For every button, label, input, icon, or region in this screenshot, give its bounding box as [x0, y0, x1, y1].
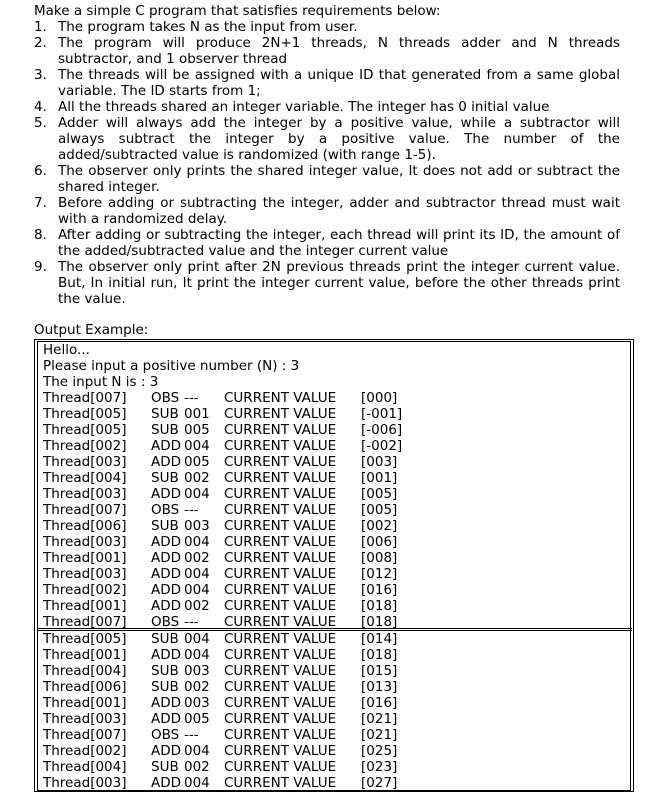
thread-name: Thread[005]	[43, 406, 127, 422]
thread-cur: CURRENT VALUE	[224, 598, 337, 614]
thread-cur: CURRENT VALUE	[224, 438, 337, 454]
thread-op: ADD	[151, 647, 182, 663]
requirement-number: 2.	[34, 35, 47, 51]
requirement-number: 5.	[34, 115, 47, 131]
thread-op: SUB	[151, 631, 179, 647]
thread-amt: ---	[184, 727, 199, 743]
requirement-number: 3.	[34, 67, 47, 83]
thread-val: [013]	[361, 679, 398, 695]
thread-amt: 001	[184, 406, 210, 422]
requirement-item	[34, 35, 620, 67]
thread-name: Thread[004]	[43, 470, 127, 486]
prompt-line: Hello...	[43, 342, 90, 358]
requirement-item	[34, 227, 620, 259]
thread-cur: CURRENT VALUE	[224, 711, 337, 727]
requirement-text: The observer only prints the shared integer value, It does not add or subtract the shared integer.	[58, 163, 620, 195]
thread-name: Thread[007]	[43, 614, 127, 630]
thread-amt: 004	[184, 631, 210, 647]
thread-amt: 002	[184, 759, 210, 775]
thread-op: ADD	[151, 486, 182, 502]
thread-cur: CURRENT VALUE	[224, 486, 337, 502]
thread-name: Thread[007]	[43, 390, 127, 406]
thread-amt: 003	[184, 518, 210, 534]
thread-op: ADD	[151, 711, 182, 727]
thread-name: Thread[003]	[43, 775, 127, 791]
intro-text: Make a simple C program that satisfies requirements below:	[34, 3, 441, 19]
thread-val: [002]	[361, 518, 398, 534]
requirement-item	[34, 19, 620, 35]
requirement-number: 8.	[34, 227, 47, 243]
thread-cur: CURRENT VALUE	[224, 518, 337, 534]
thread-cur: CURRENT VALUE	[224, 502, 337, 518]
thread-name: Thread[005]	[43, 422, 127, 438]
thread-name: Thread[007]	[43, 502, 127, 518]
thread-op: OBS	[151, 614, 180, 630]
thread-amt: 005	[184, 454, 210, 470]
thread-name: Thread[003]	[43, 566, 127, 582]
thread-amt: ---	[184, 502, 199, 518]
thread-val: [018]	[361, 647, 398, 663]
thread-op: SUB	[151, 518, 179, 534]
thread-name: Thread[002]	[43, 743, 127, 759]
thread-cur: CURRENT VALUE	[224, 582, 337, 598]
thread-cur: CURRENT VALUE	[224, 775, 337, 791]
thread-cur: CURRENT VALUE	[224, 454, 337, 470]
thread-cur: CURRENT VALUE	[224, 759, 337, 775]
requirement-text: Adder will always add the integer by a positive value, while a subtractor will always subtract the integer by a positive value. The number of the added/subtracted value is randomized (with range 1-5).	[58, 115, 620, 163]
requirement-item	[34, 195, 620, 227]
output-box	[34, 339, 634, 792]
thread-cur: CURRENT VALUE	[224, 390, 337, 406]
requirement-item	[34, 163, 620, 195]
thread-val: [027]	[361, 775, 398, 791]
thread-name: Thread[002]	[43, 438, 127, 454]
thread-op: OBS	[151, 502, 180, 518]
thread-val: [025]	[361, 743, 398, 759]
thread-amt: 004	[184, 647, 210, 663]
thread-cur: CURRENT VALUE	[224, 695, 337, 711]
thread-val: [014]	[361, 631, 398, 647]
thread-amt: 005	[184, 422, 210, 438]
requirement-text: All the threads shared an integer variable. The integer has 0 initial value	[58, 99, 550, 115]
thread-cur: CURRENT VALUE	[224, 550, 337, 566]
thread-op: ADD	[151, 743, 182, 759]
thread-val: [-002]	[361, 438, 403, 454]
thread-cur: CURRENT VALUE	[224, 663, 337, 679]
thread-val: [006]	[361, 534, 398, 550]
requirement-number: 4.	[34, 99, 47, 115]
thread-amt: 002	[184, 550, 210, 566]
thread-val: [005]	[361, 502, 398, 518]
requirement-text: The observer only print after 2N previous threads print the integer current value. But, In initial run, It print the integer current value, before the other threads print the value.	[58, 259, 620, 307]
thread-amt: 004	[184, 582, 210, 598]
requirement-item	[34, 115, 620, 163]
thread-name: Thread[006]	[43, 518, 127, 534]
thread-val: [015]	[361, 663, 398, 679]
thread-cur: CURRENT VALUE	[224, 566, 337, 582]
thread-val: [-006]	[361, 422, 403, 438]
requirements-list	[34, 19, 620, 307]
requirement-text: The program will produce 2N+1 threads, N threads adder and N threads subtractor, and 1 observer thread	[58, 35, 620, 67]
thread-val: [018]	[361, 598, 398, 614]
thread-amt: 004	[184, 743, 210, 759]
thread-amt: 004	[184, 486, 210, 502]
thread-op: ADD	[151, 582, 182, 598]
thread-op: SUB	[151, 759, 179, 775]
thread-val: [005]	[361, 486, 398, 502]
thread-name: Thread[003]	[43, 534, 127, 550]
thread-op: SUB	[151, 663, 179, 679]
prompt-line: The input N is : 3	[43, 374, 159, 390]
thread-amt: 004	[184, 775, 210, 791]
thread-op: SUB	[151, 406, 179, 422]
thread-val: [016]	[361, 695, 398, 711]
thread-name: Thread[006]	[43, 679, 127, 695]
thread-op: ADD	[151, 454, 182, 470]
prompt-line: Please input a positive number (N) : 3	[43, 358, 300, 374]
thread-op: SUB	[151, 470, 179, 486]
thread-op: ADD	[151, 534, 182, 550]
thread-cur: CURRENT VALUE	[224, 534, 337, 550]
thread-op: SUB	[151, 422, 179, 438]
thread-cur: CURRENT VALUE	[224, 647, 337, 663]
thread-op: ADD	[151, 695, 182, 711]
thread-name: Thread[005]	[43, 631, 127, 647]
requirement-number: 6.	[34, 163, 47, 179]
requirement-text: The program takes N as the input from user.	[58, 19, 358, 35]
thread-cur: CURRENT VALUE	[224, 614, 337, 630]
thread-val: [008]	[361, 550, 398, 566]
thread-val: [021]	[361, 711, 398, 727]
requirement-text: Before adding or subtracting the integer, adder and subtractor thread must wait with a randomized delay.	[58, 195, 620, 227]
thread-cur: CURRENT VALUE	[224, 631, 337, 647]
thread-amt: ---	[184, 390, 199, 406]
requirement-number: 7.	[34, 195, 47, 211]
thread-name: Thread[003]	[43, 454, 127, 470]
thread-cur: CURRENT VALUE	[224, 727, 337, 743]
thread-amt: 002	[184, 679, 210, 695]
thread-op: SUB	[151, 679, 179, 695]
thread-name: Thread[003]	[43, 711, 127, 727]
output-inner-box	[37, 341, 631, 791]
output-example-label: Output Example:	[34, 322, 149, 338]
thread-val: [016]	[361, 582, 398, 598]
thread-name: Thread[001]	[43, 695, 127, 711]
thread-val: [001]	[361, 470, 398, 486]
thread-val: [023]	[361, 759, 398, 775]
thread-amt: 002	[184, 470, 210, 486]
thread-cur: CURRENT VALUE	[224, 470, 337, 486]
thread-cur: CURRENT VALUE	[224, 743, 337, 759]
thread-val: [012]	[361, 566, 398, 582]
thread-op: ADD	[151, 438, 182, 454]
thread-name: Thread[004]	[43, 663, 127, 679]
thread-amt: 004	[184, 534, 210, 550]
thread-val: [000]	[361, 390, 398, 406]
observer-separator	[38, 628, 632, 631]
requirement-number: 1.	[34, 19, 47, 35]
requirement-text: The threads will be assigned with a unique ID that generated from a same global variable. The ID starts from 1;	[58, 67, 620, 99]
requirement-number: 9.	[34, 259, 47, 275]
thread-amt: 004	[184, 566, 210, 582]
thread-cur: CURRENT VALUE	[224, 422, 337, 438]
thread-amt: ---	[184, 614, 199, 630]
thread-amt: 004	[184, 438, 210, 454]
thread-name: Thread[001]	[43, 550, 127, 566]
thread-cur: CURRENT VALUE	[224, 406, 337, 422]
thread-amt: 003	[184, 663, 210, 679]
thread-name: Thread[007]	[43, 727, 127, 743]
thread-name: Thread[003]	[43, 486, 127, 502]
thread-amt: 005	[184, 711, 210, 727]
thread-op: ADD	[151, 775, 182, 791]
thread-val: [021]	[361, 727, 398, 743]
thread-amt: 003	[184, 695, 210, 711]
requirement-item	[34, 99, 620, 115]
thread-name: Thread[001]	[43, 647, 127, 663]
thread-val: [018]	[361, 614, 398, 630]
thread-op: OBS	[151, 727, 180, 743]
thread-op: ADD	[151, 550, 182, 566]
thread-val: [-001]	[361, 406, 403, 422]
thread-op: ADD	[151, 566, 182, 582]
thread-name: Thread[002]	[43, 582, 127, 598]
thread-val: [003]	[361, 454, 398, 470]
thread-op: OBS	[151, 390, 180, 406]
thread-name: Thread[001]	[43, 598, 127, 614]
requirement-text: After adding or subtracting the integer, each thread will print its ID, the amount of the added/subtracted value and the integer current value	[58, 227, 620, 259]
requirement-item	[34, 259, 620, 307]
thread-name: Thread[004]	[43, 759, 127, 775]
thread-cur: CURRENT VALUE	[224, 679, 337, 695]
thread-amt: 002	[184, 598, 210, 614]
thread-op: ADD	[151, 598, 182, 614]
requirement-item	[34, 67, 620, 99]
